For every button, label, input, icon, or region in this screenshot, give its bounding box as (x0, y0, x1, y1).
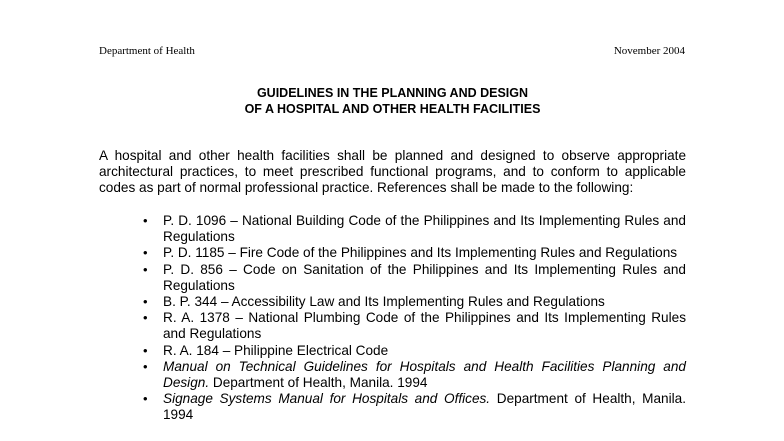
bullet-icon: • (143, 310, 148, 326)
reference-item (99, 213, 686, 245)
bullet-icon: • (143, 245, 148, 261)
document-title-line-2: OF A HOSPITAL AND OTHER HEALTH FACILITIES (244, 102, 541, 116)
reference-text: Department of Health, Manila. 1994 (209, 375, 428, 391)
reference-item (99, 343, 686, 359)
reference-text: P. D. 1185 – Fire Code of the Philippines and Its Implementing Rules and Regulations (163, 245, 678, 261)
reference-text: P. D. 1096 – National Building Code of the Philippines and Its Implementing Rules and Regulations (163, 213, 686, 245)
reference-item (99, 391, 686, 423)
document-title-line-1: GUIDELINES IN THE PLANNING AND DESIGN (256, 86, 529, 100)
references-list (99, 213, 686, 424)
reference-text: R. A. 184 – Philippine Electrical Code (163, 342, 389, 358)
reference-item (99, 262, 686, 294)
reference-item (99, 359, 686, 391)
reference-text: P. D. 856 – Code on Sanitation of the Philippines and Its Implementing Rules and Regulations (163, 261, 686, 293)
bullet-icon: • (143, 391, 148, 407)
intro-paragraph: A hospital and other health facilities shall be planned and designed to observe appropriate architectural practices, to meet prescribed functional programs, and to conform to applicable codes as part of normal professional practice. References shall be made to the following: (99, 148, 686, 196)
reference-text: Department of Health, Manila. 1994 (163, 391, 686, 423)
bullet-icon: • (143, 213, 148, 228)
reference-text: R. A. 1378 – National Plumbing Code of the Philippines and Its Implementing Rules and Regulations (163, 310, 686, 342)
reference-item (99, 310, 686, 342)
reference-italic: Signage Systems Manual for Hospitals and Offices. (163, 391, 491, 407)
reference-item (99, 294, 686, 310)
reference-item (99, 245, 686, 261)
bullet-icon: • (143, 358, 148, 374)
reference-text: B. P. 344 – Accessibility Law and Its Implementing Rules and Regulations (163, 294, 605, 310)
bullet-icon: • (143, 261, 148, 277)
bullet-icon: • (143, 294, 148, 310)
reference-italic: Manual on Technical Guidelines for Hospitals and Health Facilities Planning and Design. (163, 358, 686, 391)
header-date: November 2004 (613, 45, 685, 57)
bullet-icon: • (143, 342, 148, 358)
header-organization: Department of Health (99, 45, 195, 57)
